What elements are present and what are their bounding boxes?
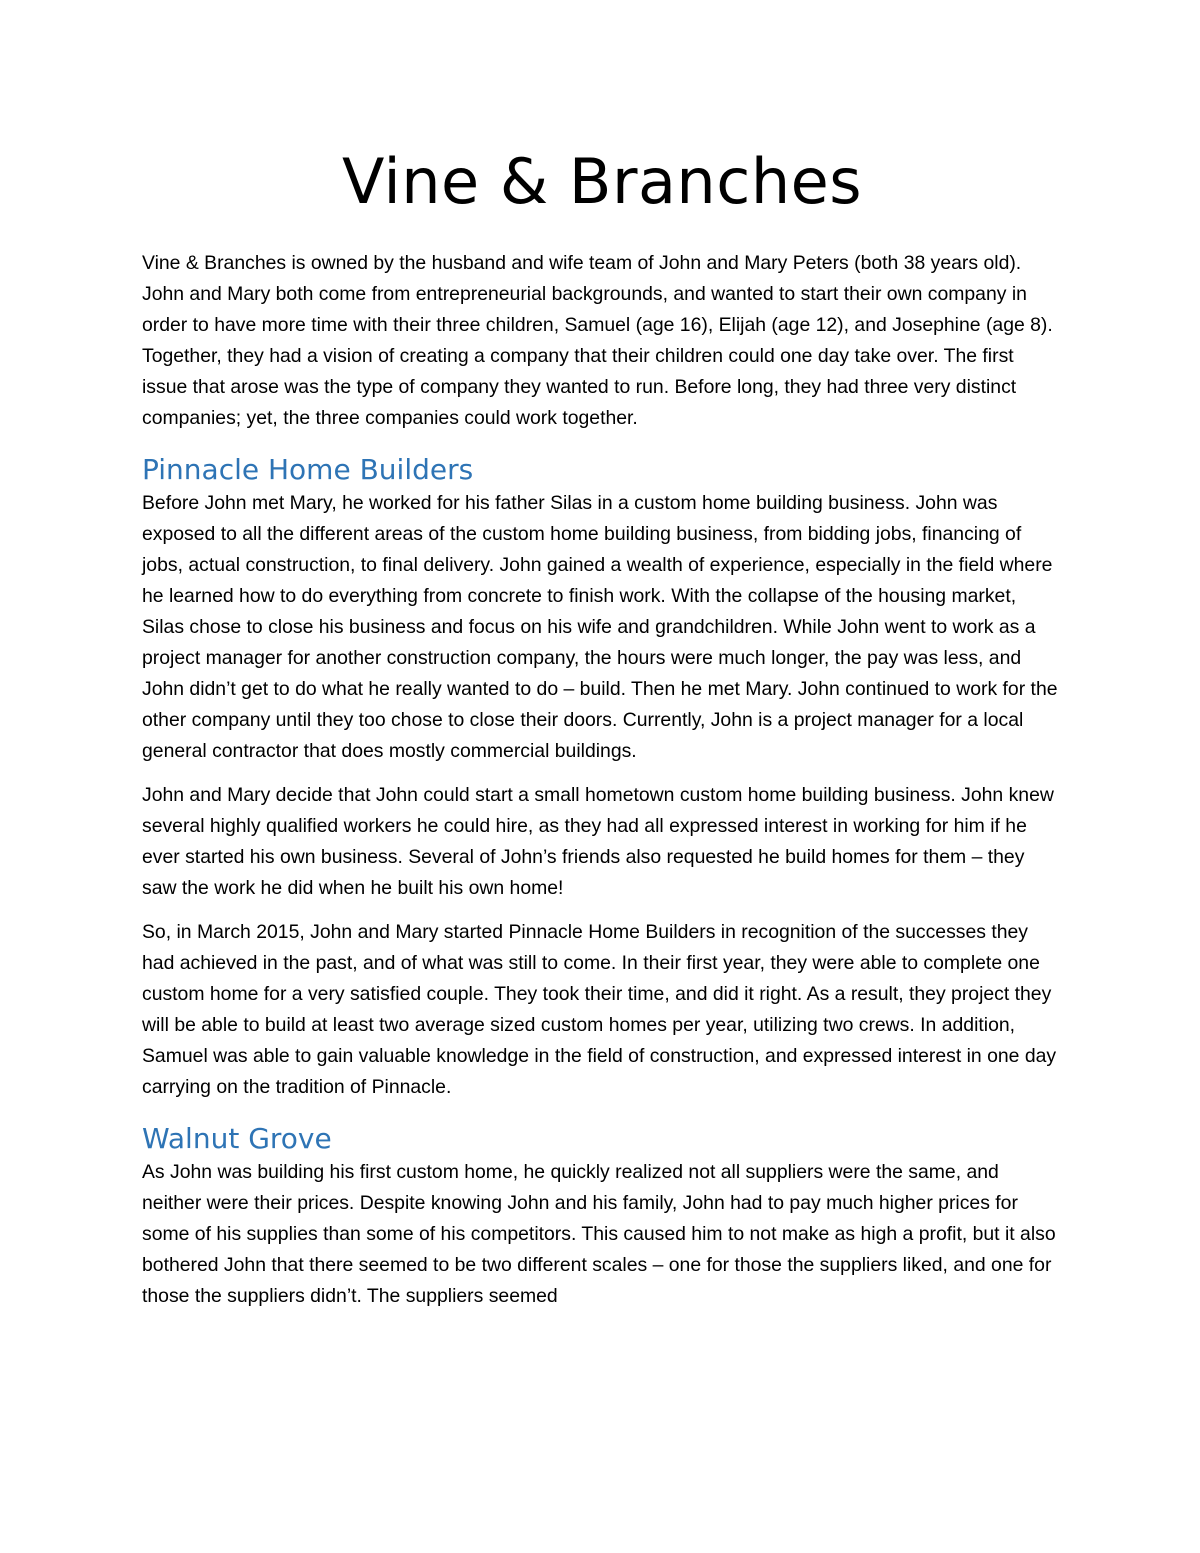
pinnacle-paragraph-1: Before John met Mary, he worked for his father Silas in a custom home building business. John was exposed to all the different areas of the custom home building business, from bidding jobs, financing of jobs, actual construction, to final delivery. John gained a wealth of experience, especially in the field where he learned how to do everything from concrete to finish work. With the collapse of the housing market, Silas chose to close his business and focus on his wife and grandchildren. While John went to work as a project manager for another construction company, the hours were much longer, the pay was less, and John didn’t get to do what he really wanted to do – build. Then he met Mary. John continued to work for the other company until they too chose to close their doors. Currently, John is a project manager for a local general contractor that does mostly commercial buildings. (142, 492, 1058, 762)
document-body (142, 140, 1062, 1325)
pinnacle-paragraph-3: So, in March 2015, John and Mary started Pinnacle Home Builders in recognition of the successes they had achieved in the past, and of what was still to come. In their first year, they were able to complete one custom home for a very satisfied couple. They took their time, and did it right. As a result, they project they will be able to build at least two average sized custom homes per year, utilizing two crews. In addition, Samuel was able to gain valuable knowledge in the field of construction, and expressed interest in one day carrying on the tradition of Pinnacle. (142, 921, 1057, 1098)
section-heading-walnut-grove: Walnut Grove (142, 1122, 332, 1155)
walnut-grove-paragraph-1: As John was building his first custom home, he quickly realized not all suppliers were the same, and neither were their prices. Despite knowing John and his family, John had to pay much higher prices for some of his supplies than some of his competitors. This caused him to not make as high a profit, but it also bothered John that there seemed to be two different scales – one for those the suppliers liked, and one for those the suppliers didn’t. The suppliers seemed (142, 1161, 1056, 1307)
intro-paragraph: Vine & Branches is owned by the husband and wife team of John and Mary Peters (both 38 years old). John and Mary both come from entrepreneurial backgrounds, and wanted to start their own company in order to have more time with their three children, Samuel (age 16), Elijah (age 12), and Josephine (age 8). Together, they had a vision of creating a company that their children could one day take over. The first issue that arose was the type of company they wanted to run. Before long, they had three very distinct companies; yet, the three companies could work together. (142, 252, 1053, 429)
document-title: Vine & Branches (341, 145, 863, 218)
pinnacle-paragraph-2: John and Mary decide that John could start a small hometown custom home building business. John knew several highly qualified workers he could hire, as they had all expressed interest in working for him if he ever started his own business. Several of John’s friends also requested he build homes for them – they saw the work he did when he built his own home! (142, 784, 1054, 899)
section-heading-pinnacle-home-builders: Pinnacle Home Builders (142, 453, 474, 486)
